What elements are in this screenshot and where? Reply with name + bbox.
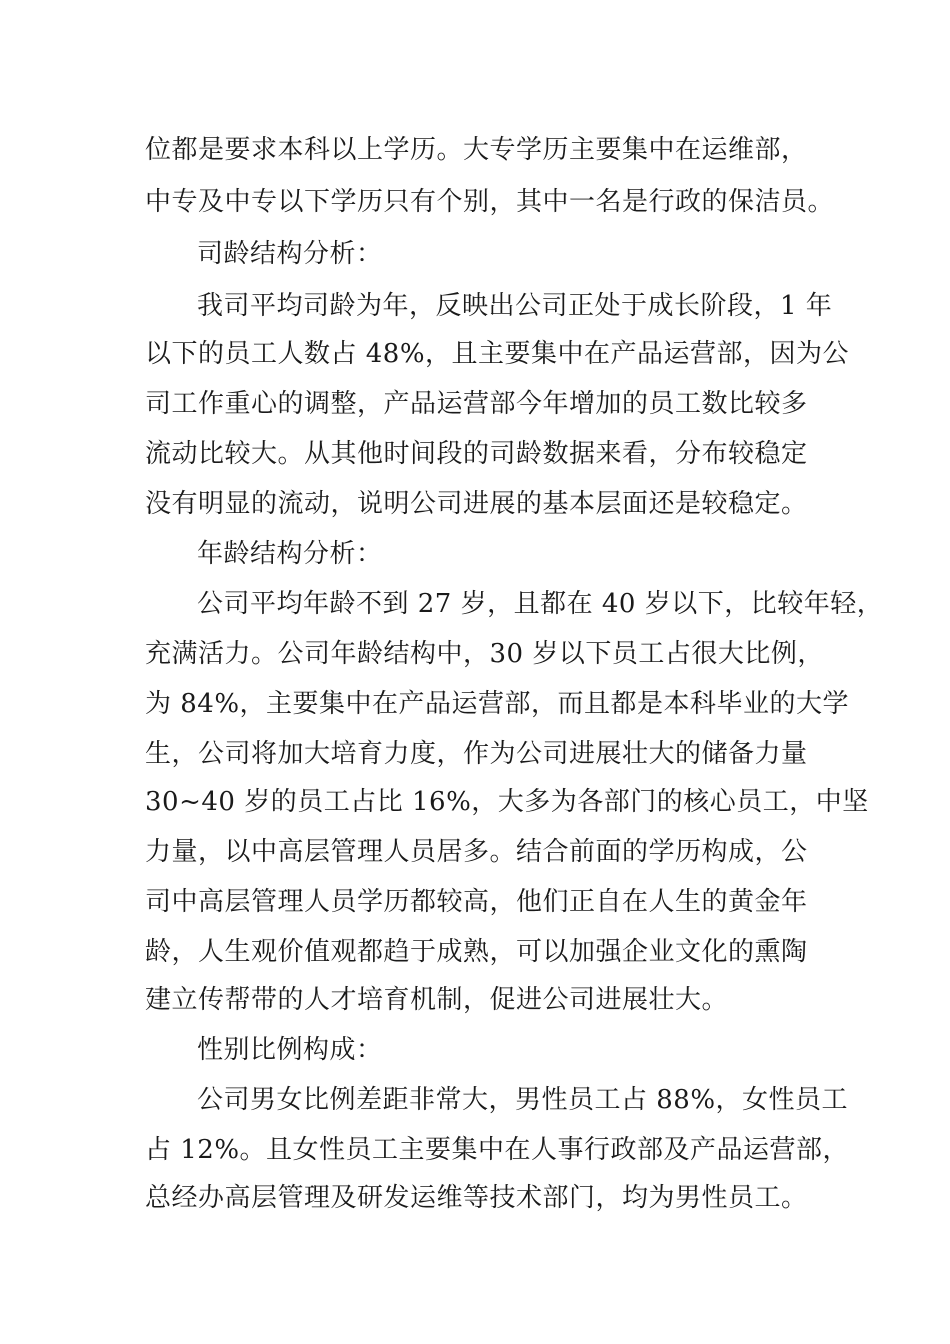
text-line: 龄，人生观价值观都趋于成熟，可以加强企业文化的熏陶 [145,937,808,967]
text-line: 30~40 岁的员工占比 16%，大多为各部门的核心员工，中坚 [145,787,869,817]
text-line: 公司平均年龄不到 27 岁，且都在 40 岁以下，比较年轻， [197,589,884,619]
text-line: 我司平均司龄为年，反映出公司正处于成长阶段，1 年 [197,291,833,321]
text-line: 以下的员工人数占 48%，且主要集中在产品运营部，因为公 [145,339,850,369]
text-line: 位都是要求本科以上学历。大专学历主要集中在运维部， [145,135,808,165]
text-line: 力量，以中高层管理人员居多。结合前面的学历构成，公 [145,837,808,867]
text-line: 中专及中专以下学历只有个别，其中一名是行政的保洁员。 [145,187,835,217]
text-line: 流动比较大。从其他时间段的司龄数据来看，分布较稳定 [145,439,808,469]
text-line: 没有明显的流动，说明公司进展的基本层面还是较稳定。 [145,489,808,519]
text-line: 司中高层管理人员学历都较高，他们正自在人生的黄金年 [145,887,808,917]
section-heading-gender: 性别比例构成： [197,1035,383,1065]
text-line: 生，公司将加大培育力度，作为公司进展壮大的储备力量 [145,739,808,769]
text-line: 公司男女比例差距非常大，男性员工占 88%，女性员工 [197,1085,849,1115]
section-heading-tenure: 司龄结构分析： [197,239,383,269]
text-line: 建立传帮带的人才培育机制，促进公司进展壮大。 [145,985,729,1015]
text-line: 为 84%，主要集中在产品运营部，而且都是本科毕业的大学 [145,689,850,719]
text-line: 司工作重心的调整，产品运营部今年增加的员工数比较多 [145,389,808,419]
text-line: 总经办高层管理及研发运维等技术部门，均为男性员工。 [145,1183,808,1213]
section-heading-age: 年龄结构分析： [197,539,383,569]
text-line: 占 12%。且女性员工主要集中在人事行政部及产品运营部， [145,1135,850,1165]
text-line: 充满活力。公司年龄结构中，30 岁以下员工占很大比例， [145,639,824,669]
